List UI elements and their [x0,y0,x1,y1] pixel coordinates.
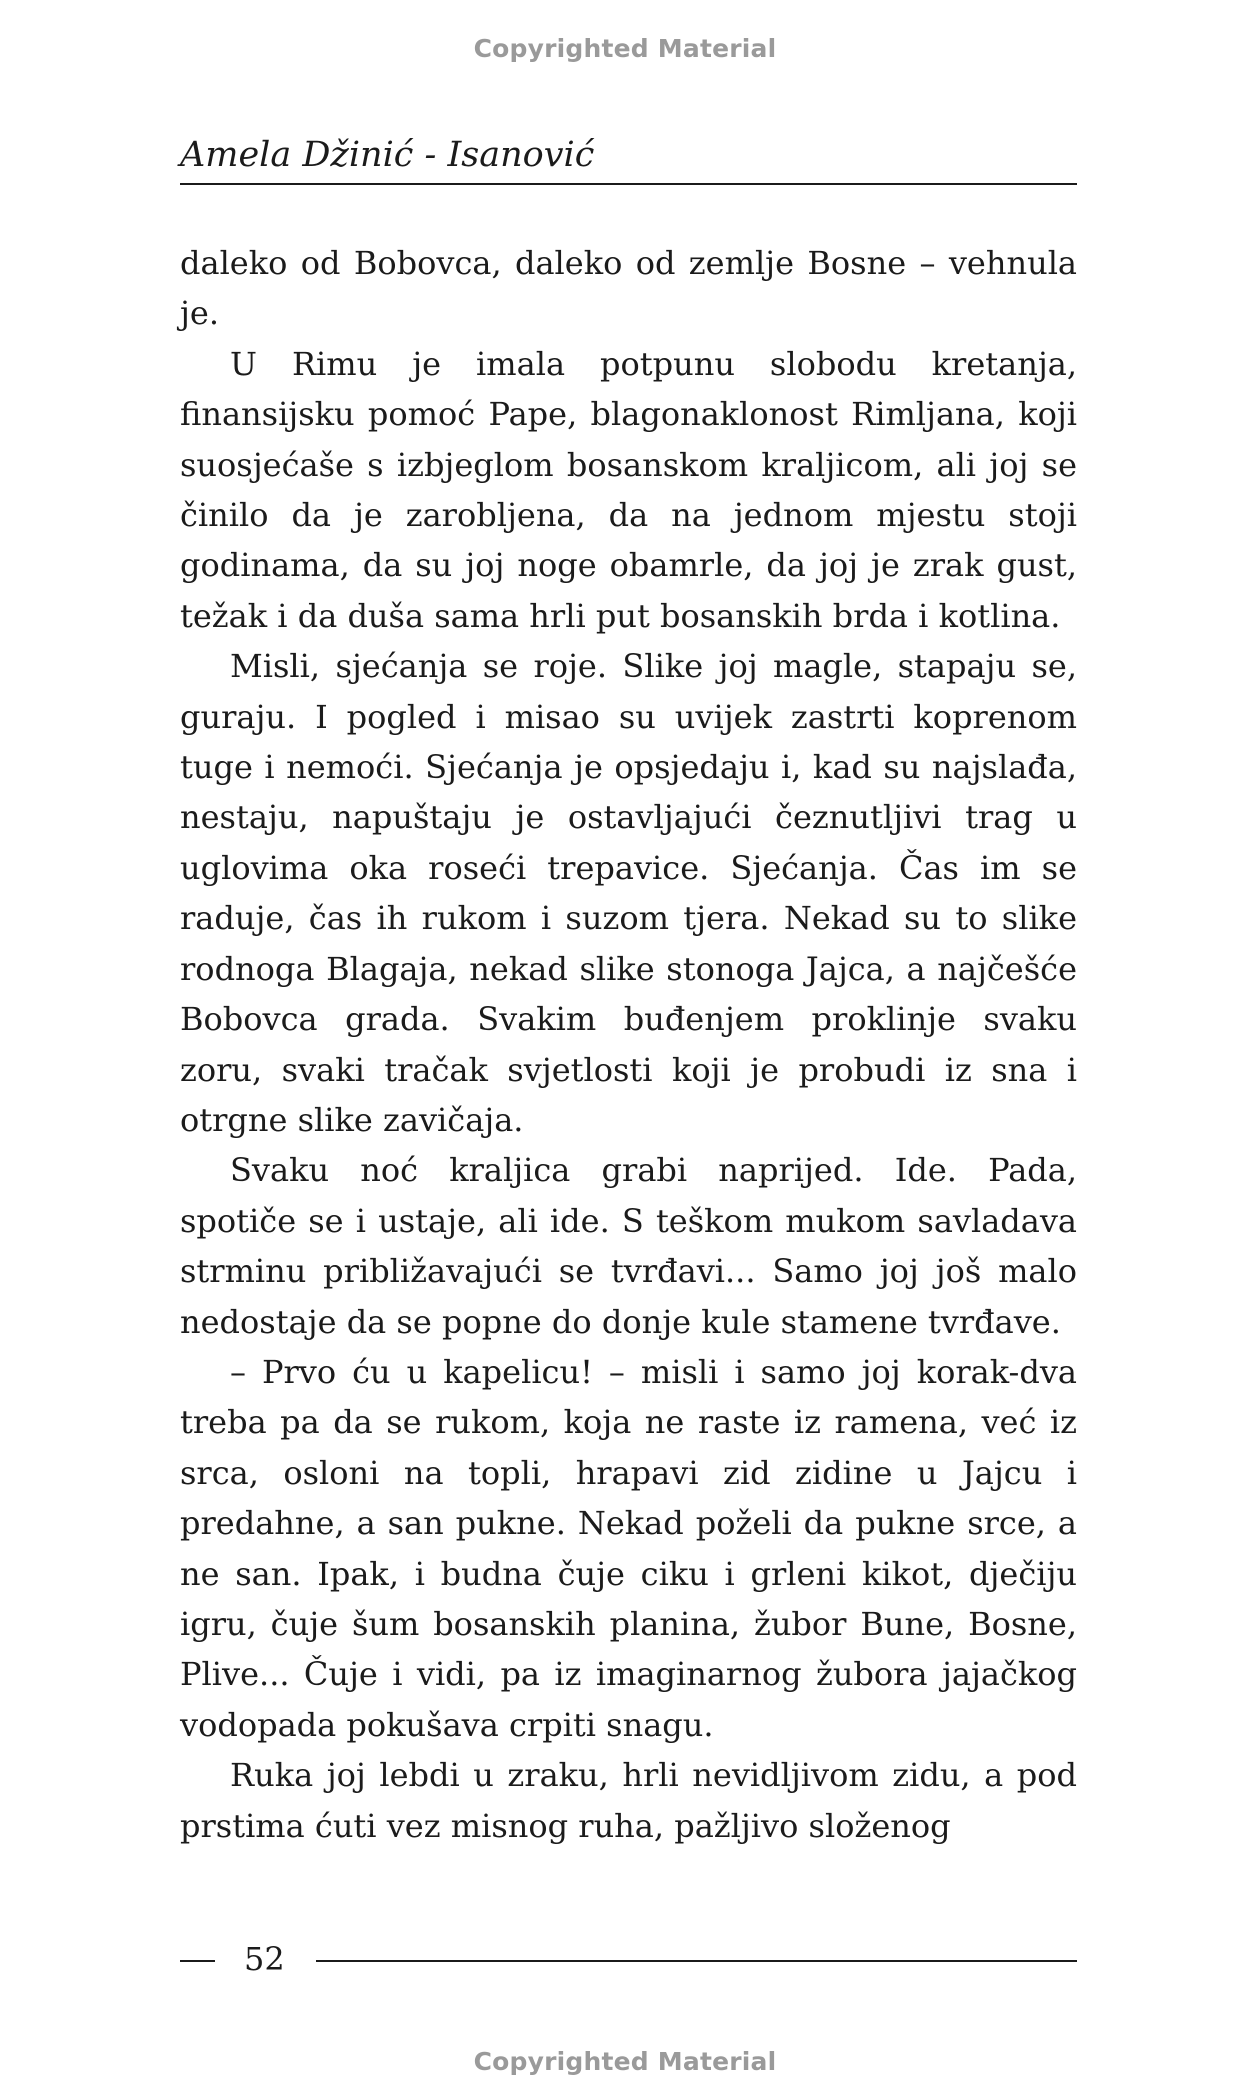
paragraph-6: Ruka joj lebdi u zraku, hrli nevidljivom zidu, a pod prstima ćuti vez misnog ruha, pažljivo složenog [180,1756,1077,1845]
paragraph-3: Misli, sjećanja se roje. Slike joj magle, stapaju se, guraju. I pogled i misao su uvijek zastrti koprenom tuge i nemoći. Sjećanja je opsjedaju i, kad su najslađa, nestaju, napuštaju je ostavljajući čeznutljivi trag u uglovima oka roseći trepavice. Sjećanja. Čas im se raduje, čas ih rukom i suzom tjera. Nekad su to slike rodnoga Blagaja, nekad slike stonoga Jajca, a najčešće Bobovca grada. Svakim buđenjem proklinje svaku zoru, svaki tračak svjetlosti koji je probudi iz sna i otrgne slike zavičaja. [180,647,1077,1139]
paragraph-4: Svaku noć kraljica grabi naprijed. Ide. Pada, spotiče se i ustaje, ali ide. S teškom mukom savladava strminu približavajući se tvrđavi... Samo joj još malo nedostaje da se popne do donje kule stamene tvrđave. [180,1151,1077,1341]
running-head-author: Amela Džinić - Isanović [180,135,595,175]
copyright-watermark-top: Copyrighted Material [473,34,777,63]
header-rule [180,183,1077,185]
page-number: 52 [244,1940,285,1978]
copyright-watermark-bottom: Copyrighted Material [473,2047,777,2076]
footer-dash [180,1960,215,1962]
body-text [180,238,1077,1851]
footer-rule [316,1960,1077,1962]
paragraph-1: daleko od Bobovca, daleko od zemlje Bosne – vehnula je. [180,244,1077,333]
paragraph-2: U Rimu je imala potpunu slobodu kretanja, finansijsku pomoć Pape, blagonaklonost Rimljana, koji suosjećaše s izbjeglom bosanskom kraljicom, ali joj se činilo da je zarobljena, da na jednom mjestu stoji godinama, da su joj noge obamrle, da joj je zrak gust, težak i da duša sama hrli put bosanskih brda i kotlina. [180,344,1077,635]
paragraph-5: – Prvo ću u kapelicu! – misli i samo joj korak-dva treba pa da se rukom, koja ne raste iz ramena, već iz srca, osloni na topli, hrapavi zid zidine u Jajcu i predahne, a san pukne. Nekad poželi da pukne srce, a ne san. Ipak, i budna čuje ciku i grleni kikot, dječiju igru, čuje šum bosanskih planina, žubor Bune, Bosne, Plive... Čuje i vidi, pa iz imaginarnog žubora jajačkog vodopada pokušava crpiti snagu. [180,1352,1077,1744]
